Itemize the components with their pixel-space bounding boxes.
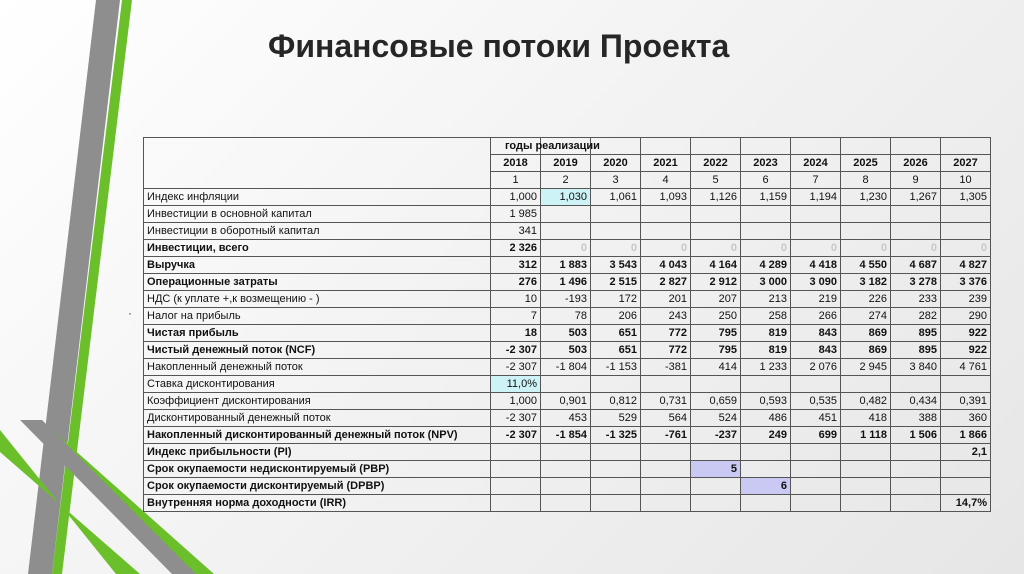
table-cell: 290 <box>941 308 991 325</box>
table-cell: 226 <box>841 291 891 308</box>
period-number: 6 <box>741 172 791 189</box>
table-cell <box>741 206 791 223</box>
table-cell: 524 <box>691 410 741 427</box>
table-cell: 2 515 <box>591 274 641 291</box>
header-empty-cell <box>941 138 991 155</box>
table-cell: 207 <box>691 291 741 308</box>
table-cell <box>591 223 641 240</box>
table-cell <box>691 206 741 223</box>
table-cell: 0,535 <box>791 393 841 410</box>
table-cell <box>641 376 691 393</box>
year-header: 2027 <box>941 155 991 172</box>
year-header: 2026 <box>891 155 941 172</box>
table-cell: -2 307 <box>491 410 541 427</box>
year-header: 2024 <box>791 155 841 172</box>
table-cell: 3 278 <box>891 274 941 291</box>
table-cell: -761 <box>641 427 691 444</box>
table-cell: 360 <box>941 410 991 427</box>
table-cell: 0,812 <box>591 393 641 410</box>
table-cell: 1 985 <box>491 206 541 223</box>
table-cell: 3 000 <box>741 274 791 291</box>
table-cell: 1 118 <box>841 427 891 444</box>
table-cell <box>691 376 741 393</box>
table-cell <box>841 376 891 393</box>
table-cell <box>891 206 941 223</box>
table-cell: 4 043 <box>641 257 691 274</box>
period-number: 2 <box>541 172 591 189</box>
table-cell: 895 <box>891 325 941 342</box>
table-cell: 0,659 <box>691 393 741 410</box>
table-cell: 213 <box>741 291 791 308</box>
table-cell <box>741 223 791 240</box>
table-cell <box>791 495 841 512</box>
table-cell <box>941 376 991 393</box>
table-cell <box>691 478 741 495</box>
table-cell <box>841 478 891 495</box>
table-cell <box>841 206 891 223</box>
table-cell <box>941 461 991 478</box>
table-cell: 795 <box>691 342 741 359</box>
table-cell: -1 804 <box>541 359 591 376</box>
table-cell: 0,434 <box>891 393 941 410</box>
row-label: Ставка дисконтирования <box>144 376 491 393</box>
table-cell <box>941 223 991 240</box>
table-cell: 529 <box>591 410 641 427</box>
table-cell <box>891 495 941 512</box>
table-cell: 418 <box>841 410 891 427</box>
table-cell: 4 550 <box>841 257 891 274</box>
table-cell: 7 <box>491 308 541 325</box>
table-cell: 4 418 <box>791 257 841 274</box>
table-cell: 0 <box>591 240 641 257</box>
table-cell: 14,7% <box>941 495 991 512</box>
table-cell <box>591 495 641 512</box>
table-cell: 699 <box>791 427 841 444</box>
table-cell: 819 <box>741 325 791 342</box>
table-cell: 1,000 <box>491 393 541 410</box>
table-cell: 3 840 <box>891 359 941 376</box>
period-number: 9 <box>891 172 941 189</box>
table-row <box>144 461 991 478</box>
table-cell: 895 <box>891 342 941 359</box>
table-cell <box>641 495 691 512</box>
table-row <box>144 257 991 274</box>
table-cell <box>941 206 991 223</box>
year-header: 2025 <box>841 155 891 172</box>
table-cell: 249 <box>741 427 791 444</box>
table-cell: 843 <box>791 342 841 359</box>
table-cell: 2 326 <box>491 240 541 257</box>
table-cell <box>791 478 841 495</box>
table-cell <box>741 376 791 393</box>
table-cell <box>591 478 641 495</box>
table-cell: 0 <box>791 240 841 257</box>
table-cell <box>541 461 591 478</box>
table-cell: 0 <box>741 240 791 257</box>
table-cell: 922 <box>941 342 991 359</box>
year-header: 2023 <box>741 155 791 172</box>
year-header: 2022 <box>691 155 741 172</box>
table-cell: 172 <box>591 291 641 308</box>
table-row <box>144 444 991 461</box>
table-cell: 4 761 <box>941 359 991 376</box>
table-cell: 503 <box>541 325 591 342</box>
header-empty-cell <box>691 138 741 155</box>
bullet-dot: · <box>128 306 132 320</box>
table-cell: 1 883 <box>541 257 591 274</box>
table-row <box>144 325 991 342</box>
table-cell: 312 <box>491 257 541 274</box>
table-cell <box>791 376 841 393</box>
table-cell: 1,093 <box>641 189 691 206</box>
row-label: Операционные затраты <box>144 274 491 291</box>
table-cell <box>541 444 591 461</box>
table-cell: 282 <box>891 308 941 325</box>
table-cell: 10 <box>491 291 541 308</box>
table-cell: -2 307 <box>491 427 541 444</box>
table-cell <box>541 223 591 240</box>
table-cell <box>641 444 691 461</box>
table-cell: 1,061 <box>591 189 641 206</box>
table-cell: 0,731 <box>641 393 691 410</box>
table-cell: 4 164 <box>691 257 741 274</box>
table-cell: 1 496 <box>541 274 591 291</box>
table-cell <box>541 478 591 495</box>
period-number: 5 <box>691 172 741 189</box>
table-cell: 6 <box>741 478 791 495</box>
header-corner-cell <box>144 138 491 189</box>
table-cell: 206 <box>591 308 641 325</box>
year-header: 2021 <box>641 155 691 172</box>
table-cell <box>591 376 641 393</box>
table-cell: 0,593 <box>741 393 791 410</box>
financial-flows-table <box>143 137 991 512</box>
table-cell <box>791 223 841 240</box>
row-label: Срок окупаемости дисконтируемый (DPBP) <box>144 478 491 495</box>
table-cell: 2 912 <box>691 274 741 291</box>
table-cell: -381 <box>641 359 691 376</box>
table-cell: 2,1 <box>941 444 991 461</box>
table-cell <box>691 444 741 461</box>
table-cell <box>591 444 641 461</box>
table-cell: 258 <box>741 308 791 325</box>
row-label: Инвестиции в основной капитал <box>144 206 491 223</box>
table-cell: 2 827 <box>641 274 691 291</box>
table-cell <box>741 444 791 461</box>
table-cell: 486 <box>741 410 791 427</box>
table-cell <box>491 495 541 512</box>
table-cell <box>491 478 541 495</box>
row-label: Чистый денежный поток (NCF) <box>144 342 491 359</box>
table-cell: -1 325 <box>591 427 641 444</box>
table-cell: 0,391 <box>941 393 991 410</box>
table-cell: 869 <box>841 342 891 359</box>
row-label: Индекс прибыльности (PI) <box>144 444 491 461</box>
table-row <box>144 223 991 240</box>
table-cell <box>891 444 941 461</box>
table-row <box>144 478 991 495</box>
table-cell <box>841 495 891 512</box>
table-cell: 843 <box>791 325 841 342</box>
table-cell: 795 <box>691 325 741 342</box>
table-cell: 453 <box>541 410 591 427</box>
header-empty-cell <box>641 138 691 155</box>
table-cell: -2 307 <box>491 342 541 359</box>
table-cell: 0 <box>641 240 691 257</box>
row-label: Накопленный денежный поток <box>144 359 491 376</box>
table-cell: 922 <box>941 325 991 342</box>
table-cell: 1,267 <box>891 189 941 206</box>
row-label: Выручка <box>144 257 491 274</box>
table-cell: 819 <box>741 342 791 359</box>
table-cell <box>641 478 691 495</box>
table-cell: 239 <box>941 291 991 308</box>
period-number: 1 <box>491 172 541 189</box>
table-cell: 1,159 <box>741 189 791 206</box>
table-cell: 4 827 <box>941 257 991 274</box>
table-cell: 250 <box>691 308 741 325</box>
table-cell: 503 <box>541 342 591 359</box>
table-cell: 651 <box>591 342 641 359</box>
table-cell: 219 <box>791 291 841 308</box>
row-label: Срок окупаемости недисконтируемый (PBP) <box>144 461 491 478</box>
table-cell: 1,230 <box>841 189 891 206</box>
table-cell <box>791 444 841 461</box>
table-row <box>144 393 991 410</box>
table-cell: 1,305 <box>941 189 991 206</box>
table-cell <box>791 461 841 478</box>
header-row-label <box>144 138 991 155</box>
table-cell <box>841 461 891 478</box>
table-cell: 1 233 <box>741 359 791 376</box>
table-cell <box>891 478 941 495</box>
table-row <box>144 291 991 308</box>
table-cell <box>891 376 941 393</box>
table-cell <box>491 461 541 478</box>
table-cell <box>541 376 591 393</box>
table-cell: 3 376 <box>941 274 991 291</box>
year-header: 2020 <box>591 155 641 172</box>
table-cell: 2 076 <box>791 359 841 376</box>
table-cell: 1,126 <box>691 189 741 206</box>
row-label: Налог на прибыль <box>144 308 491 325</box>
table-cell <box>841 444 891 461</box>
row-label: Дисконтированный денежный поток <box>144 410 491 427</box>
table-row <box>144 240 991 257</box>
table-cell: 1,194 <box>791 189 841 206</box>
table-cell: 0 <box>541 240 591 257</box>
table-cell <box>541 206 591 223</box>
table-cell <box>491 444 541 461</box>
row-label: НДС (к уплате +,к возмещению - ) <box>144 291 491 308</box>
header-empty-cell <box>841 138 891 155</box>
table-cell: 414 <box>691 359 741 376</box>
row-label: Чистая прибыль <box>144 325 491 342</box>
row-label: Индекс инфляции <box>144 189 491 206</box>
table-cell: 276 <box>491 274 541 291</box>
table-cell: 1 866 <box>941 427 991 444</box>
header-empty-cell <box>741 138 791 155</box>
table-row <box>144 376 991 393</box>
table-cell: -193 <box>541 291 591 308</box>
table-cell <box>691 223 741 240</box>
table-cell: 266 <box>791 308 841 325</box>
table-row <box>144 410 991 427</box>
table-cell: 651 <box>591 325 641 342</box>
table-cell: 243 <box>641 308 691 325</box>
table-cell: 451 <box>791 410 841 427</box>
table-cell: 341 <box>491 223 541 240</box>
table-row <box>144 495 991 512</box>
table-cell <box>741 461 791 478</box>
table-cell: 1 506 <box>891 427 941 444</box>
table-cell: 0 <box>691 240 741 257</box>
table-cell: 2 945 <box>841 359 891 376</box>
table-cell: 3 090 <box>791 274 841 291</box>
table-cell: 0 <box>841 240 891 257</box>
table-cell: 869 <box>841 325 891 342</box>
table-cell: -2 307 <box>491 359 541 376</box>
table-cell: -1 854 <box>541 427 591 444</box>
table-cell: -237 <box>691 427 741 444</box>
period-number: 10 <box>941 172 991 189</box>
period-number: 3 <box>591 172 641 189</box>
table-cell: 772 <box>641 342 691 359</box>
table-cell <box>741 495 791 512</box>
table-row <box>144 189 991 206</box>
table-cell: 772 <box>641 325 691 342</box>
table-cell: 274 <box>841 308 891 325</box>
year-header: 2019 <box>541 155 591 172</box>
page-title: Финансовые потоки Проекта <box>268 28 730 64</box>
table-row <box>144 308 991 325</box>
table-cell <box>641 206 691 223</box>
table-cell: 0 <box>941 240 991 257</box>
table-cell <box>691 495 741 512</box>
table-row <box>144 359 991 376</box>
table-cell: 1,030 <box>541 189 591 206</box>
table-cell <box>591 206 641 223</box>
table-cell: 201 <box>641 291 691 308</box>
header-empty-cell <box>891 138 941 155</box>
table-row <box>144 206 991 223</box>
table-cell: -1 153 <box>591 359 641 376</box>
table-cell: 11,0% <box>491 376 541 393</box>
years-header: годы реализации <box>491 138 541 155</box>
table-cell <box>941 478 991 495</box>
table-cell: 3 182 <box>841 274 891 291</box>
table-cell <box>891 223 941 240</box>
row-label: Коэффициент дисконтирования <box>144 393 491 410</box>
row-label: Инвестиции в оборотный капитал <box>144 223 491 240</box>
table-cell: 4 687 <box>891 257 941 274</box>
table-cell: 388 <box>891 410 941 427</box>
table-cell: 3 543 <box>591 257 641 274</box>
period-number: 8 <box>841 172 891 189</box>
table-cell <box>841 223 891 240</box>
table-cell: 1,000 <box>491 189 541 206</box>
table-cell: 4 289 <box>741 257 791 274</box>
row-label: Внутренняя норма доходности (IRR) <box>144 495 491 512</box>
period-number: 4 <box>641 172 691 189</box>
table-cell <box>891 461 941 478</box>
year-header: 2018 <box>491 155 541 172</box>
table-row <box>144 342 991 359</box>
period-number: 7 <box>791 172 841 189</box>
table-cell: 78 <box>541 308 591 325</box>
table-cell <box>791 206 841 223</box>
table-cell <box>541 495 591 512</box>
table-cell <box>591 461 641 478</box>
table-cell: 564 <box>641 410 691 427</box>
table-cell: 0 <box>891 240 941 257</box>
table-cell <box>641 223 691 240</box>
table-cell: 5 <box>691 461 741 478</box>
table-cell: 0,482 <box>841 393 891 410</box>
row-label: Накопленный дисконтированный денежный поток (NPV) <box>144 427 491 444</box>
row-label: Инвестиции, всего <box>144 240 491 257</box>
table-cell: 18 <box>491 325 541 342</box>
table-row <box>144 274 991 291</box>
table-cell <box>641 461 691 478</box>
table-cell: 233 <box>891 291 941 308</box>
table-cell: 0,901 <box>541 393 591 410</box>
header-empty-cell <box>791 138 841 155</box>
table-row <box>144 427 991 444</box>
